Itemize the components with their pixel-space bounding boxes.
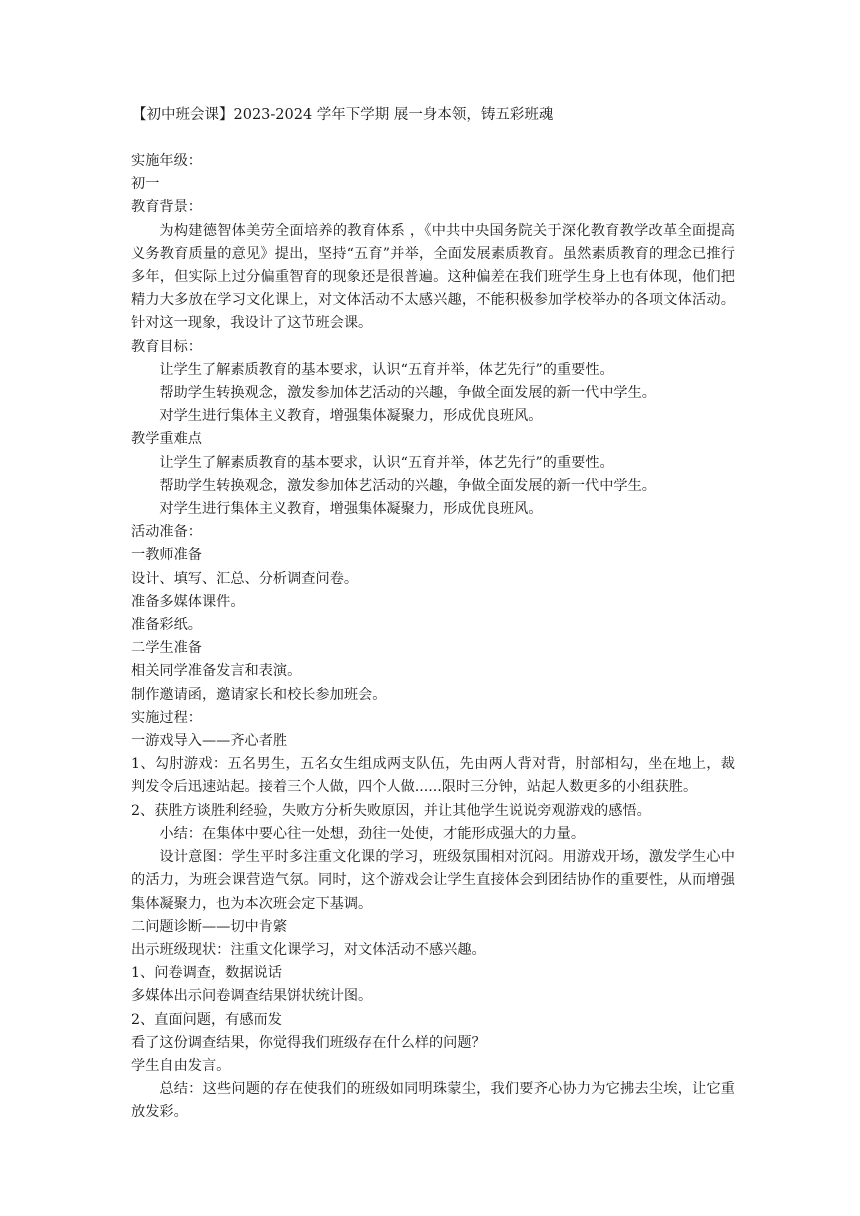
paragraph: 帮助学生转换观念，激发参加体艺活动的兴趣，争做全面发展的新一代中学生。: [159, 385, 656, 402]
paragraph: 对学生进行集体主义教育，增强集体凝聚力，形成优良班风。: [159, 408, 543, 425]
paragraph: 让学生了解素质教育的基本要求，认识“五育并举，体艺先行”的重要性。: [159, 361, 614, 378]
paragraph: 帮助学生转换观念，激发参加体艺活动的兴趣，争做全面发展的新一代中学生。: [159, 477, 656, 494]
paragraph: 二学生准备: [131, 640, 202, 657]
paragraph: 小结：在集体中要心往一处想，劲往一处使，才能形成强大的力量。: [159, 825, 586, 842]
paragraph: 初一: [131, 176, 160, 193]
paragraph: 二问题诊断——切中肯綮: [131, 918, 288, 935]
paragraph: 设计意图：学生平时多注重文化课的学习，班级氛围相对沉闷。用游戏开场，激发学生心中的活力，为班会课营造气氛。同时，这个游戏会让学生直接体会到团结协作的重要性，从而增强集体凝聚力，也为本次班会定下基调。: [131, 849, 735, 912]
paragraph: 总结：这些问题的存在使我们的班级如同明珠蒙尘，我们要齐心协力为它拂去尘埃，让它重放发彩。: [131, 1081, 735, 1121]
paragraph: 2、直面问题，有感而发: [131, 1011, 282, 1028]
paragraph: 设计、填写、汇总、分析调查问卷。: [131, 570, 359, 587]
paragraph: 一游戏导入——齐心者胜: [131, 733, 288, 750]
paragraph: 教育背景：: [131, 199, 202, 216]
paragraph: 让学生了解素质教育的基本要求，认识“五育并举，体艺先行”的重要性。: [159, 454, 614, 471]
paragraph: 教学重难点: [131, 431, 202, 448]
paragraph: 活动准备：: [131, 524, 202, 541]
paragraph: 1、问卷调查，数据说话: [131, 965, 282, 982]
paragraph: 多媒体出示问卷调查结果饼状统计图。: [131, 988, 373, 1005]
paragraph: 教育目标：: [131, 338, 202, 355]
paragraph: 实施过程：: [131, 709, 202, 726]
paragraph: 学生自由发言。: [131, 1057, 231, 1074]
paragraph: 准备多媒体课件。: [131, 593, 245, 610]
paragraph: 对学生进行集体主义教育，增强集体凝聚力，形成优良班风。: [159, 501, 543, 518]
paragraph: 相关同学准备发言和表演。: [131, 663, 302, 680]
document-title: 【初中班会课】2023-2024 学年下学期 展一身本领，铸五彩班魂: [132, 107, 554, 123]
paragraph: 准备彩纸。: [131, 617, 202, 634]
paragraph: 一教师准备: [131, 547, 202, 564]
paragraph: 看了这份调查结果，你觉得我们班级存在什么样的问题？: [131, 1034, 486, 1051]
document-body: [131, 150, 735, 1125]
paragraph: 出示班级现状：注重文化课学习，对文体活动不感兴趣。: [131, 941, 486, 958]
paragraph: 2、获胜方谈胜利经验，失败方分析失败原因，并让其他学生说说旁观游戏的感悟。: [131, 802, 651, 819]
paragraph: 制作邀请函，邀请家长和校长参加班会。: [131, 686, 387, 703]
paragraph: 为构建德智体美劳全面培养的教育体系 ，《中共中央国务院关于深化教育教学改革全面提高义务教育质量的意见》提出，坚持“五育”并举，全面发展素质教育。虽然素质教育的理念已推行多年，但实际上过分偏重智育的现象还是很普遍。这种偏差在我们班学生身上也有体现，他们把精力大多放在学习文化课上，对文体活动不太感兴趣，不能积极参加学校举办的各项文体活动。针对这一现象，我设计了这节班会课。: [131, 222, 735, 332]
paragraph: 1、勾肘游戏：五名男生，五名女生组成两支队伍，先由两人背对背，肘部相勾，坐在地上，裁判发令后迅速站起。接着三个人做，四个人做......限时三分钟，站起人数更多的小组获胜。: [131, 756, 735, 796]
paragraph: 实施年级：: [131, 153, 202, 169]
